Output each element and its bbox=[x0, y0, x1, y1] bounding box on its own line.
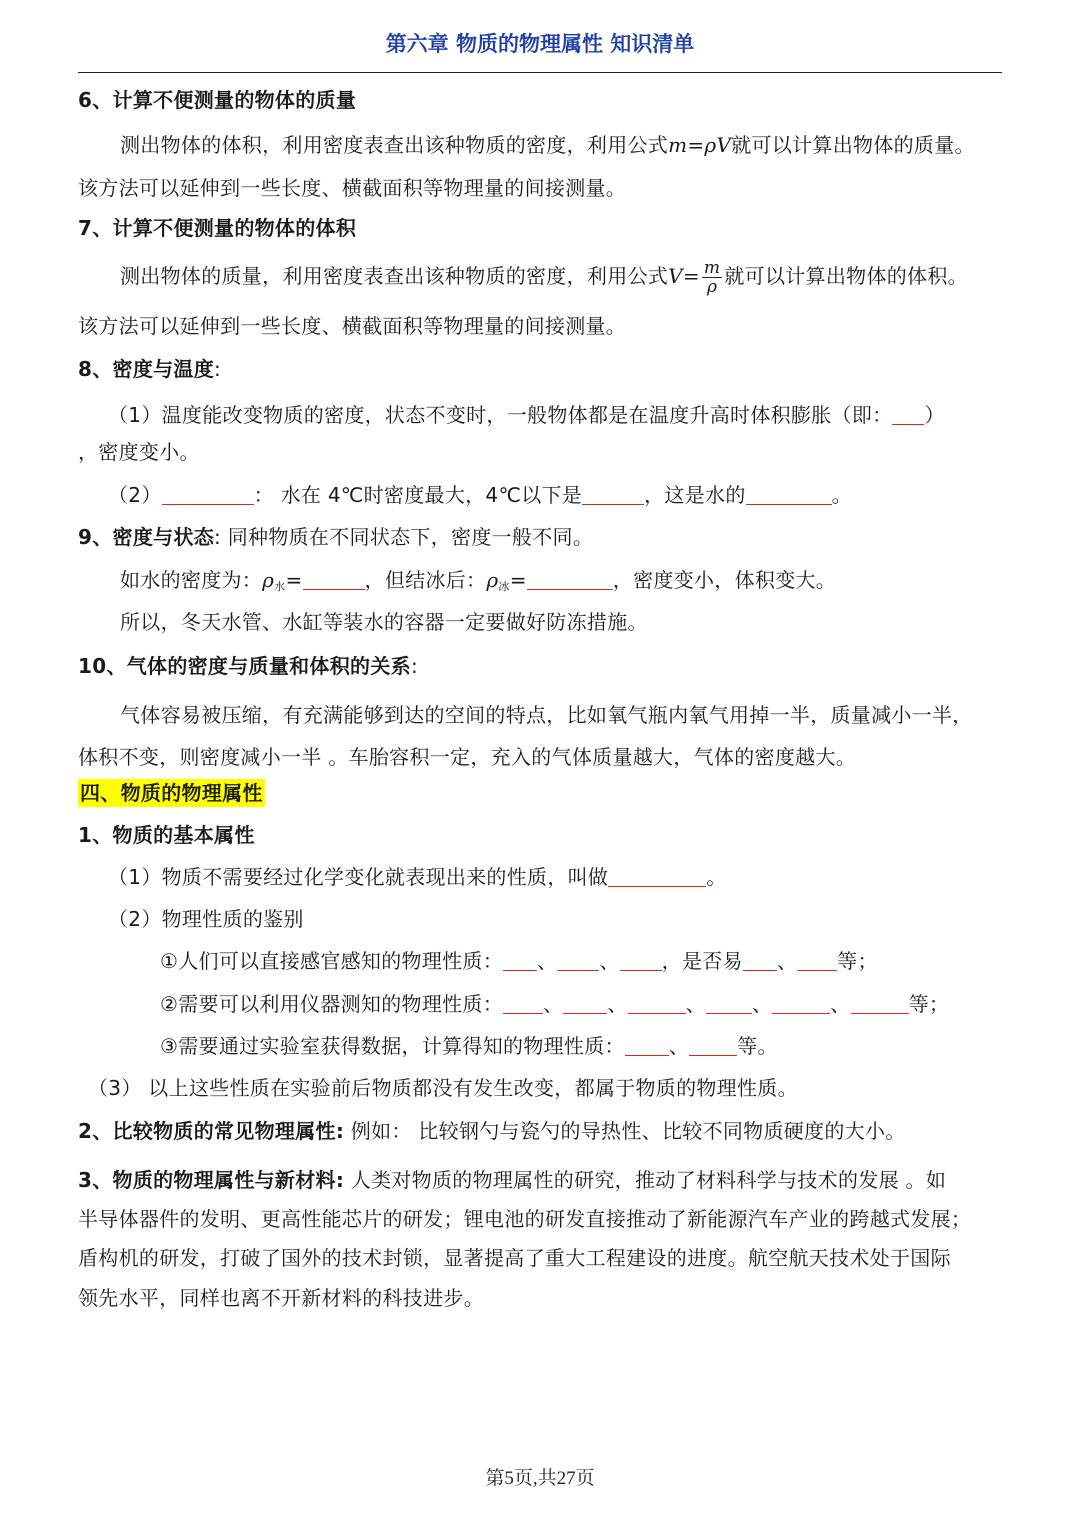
fill-blank[interactable] bbox=[503, 950, 537, 971]
section-6-paragraph-line1: 测出物体的体积，利用密度表查出该种物质的密度，利用公式m=ρV就可以计算出物体的质量。 bbox=[120, 133, 975, 157]
fill-blank[interactable] bbox=[851, 993, 909, 1014]
section-8-item-2: （2） ： 水在 4℃时密度最大，4℃以下是 ，这是水的 。 bbox=[108, 483, 852, 507]
section-8-heading: 8、密度与温度: bbox=[78, 357, 222, 381]
part-4-sub-1: 1、物质的基本属性 bbox=[78, 823, 255, 847]
section-9-heading: 9、密度与状态: 同种物质在不同状态下，密度一般不同。 bbox=[78, 525, 594, 549]
formula-mass: m=ρV bbox=[668, 133, 732, 157]
section-8-item-1-cont: ，密度变小。 bbox=[78, 440, 200, 464]
page-title: 第六章 物质的物理属性 知识清单 bbox=[385, 32, 695, 56]
fill-blank[interactable] bbox=[689, 1035, 737, 1056]
fill-blank[interactable] bbox=[303, 569, 365, 590]
section-7-paragraph-line1: 测出物体的质量，利用密度表查出该种物质的密度，利用公式V= $\frac{m}{\rho}$ 就可以计算出物体的体积。 bbox=[120, 258, 968, 297]
fill-blank[interactable] bbox=[797, 950, 837, 971]
section-10-heading: 10、气体的密度与质量和体积的关系: bbox=[78, 654, 418, 678]
fill-blank[interactable] bbox=[743, 950, 777, 971]
fill-blank[interactable] bbox=[746, 484, 832, 505]
part-4-sub-3-line2: 半导体器件的发明、更高性能芯片的研发；锂电池的研发直接推动了新能源汽车产业的跨越式发展； bbox=[78, 1207, 972, 1231]
part-4-circle-1: ①人们可以直接感官感知的物理性质： 、 、 ，是否易 、 等； bbox=[160, 949, 878, 973]
fill-blank[interactable] bbox=[625, 1035, 669, 1056]
section-7-paragraph-line2: 该方法可以延伸到一些长度、横截面积等物理量的间接测量。 bbox=[78, 314, 627, 338]
section-6-heading: 6、计算不便测量的物体的质量 bbox=[78, 88, 357, 112]
fill-blank[interactable] bbox=[563, 993, 607, 1014]
part-4-item-1: （1）物质不需要经过化学变化就表现出来的性质，叫做 。 bbox=[108, 865, 727, 889]
section-6-paragraph-line2: 该方法可以延伸到一些长度、横截面积等物理量的间接测量。 bbox=[78, 176, 627, 200]
fill-blank[interactable] bbox=[628, 993, 686, 1014]
part-4-sub-3-line4: 领先水平，同样也离不开新材料的科技进步。 bbox=[78, 1286, 484, 1310]
fill-blank[interactable] bbox=[892, 404, 924, 425]
fill-blank[interactable] bbox=[503, 993, 543, 1014]
section-8-item-1: （1）温度能改变物质的密度，状态不变时，一般物体都是在温度升高时体积膨胀（即： ） bbox=[108, 403, 945, 427]
header-divider bbox=[78, 72, 1002, 73]
fill-blank[interactable] bbox=[772, 993, 830, 1014]
section-7-heading: 7、计算不便测量的物体的体积 bbox=[78, 216, 357, 240]
part-4-sub-3: 3、物质的物理属性与新材料: 人类对物质的物理属性的研究，推动了材料科学与技术的发展 。如 bbox=[78, 1168, 947, 1192]
section-10-line1: 气体容易被压缩，有充满能够到达的空间的特点，比如氧气瓶内氧气用掉一半，质量减小一半， bbox=[120, 703, 973, 727]
fill-blank[interactable] bbox=[582, 484, 644, 505]
fill-blank[interactable] bbox=[608, 866, 706, 887]
section-9-line2: 所以，冬天水管、水缸等装水的容器一定要做好防冻措施。 bbox=[120, 610, 648, 634]
part-4-sub-2: 2、比较物质的常见物理属性: 例如： 比较钢勺与瓷勺的导热性、比较不同物质硬度的大小。 bbox=[78, 1119, 906, 1143]
fill-blank[interactable] bbox=[162, 484, 254, 505]
part-4-item-2: （2）物理性质的鉴别 bbox=[108, 907, 304, 931]
fill-blank[interactable] bbox=[527, 569, 613, 590]
fill-blank[interactable] bbox=[620, 950, 662, 971]
fill-blank[interactable] bbox=[706, 993, 752, 1014]
part-4-circle-3: ③需要通过实验室获得数据，计算得知的物理性质： 、 等。 bbox=[160, 1034, 778, 1058]
part-4-heading: 四、物质的物理属性 bbox=[80, 781, 263, 805]
page-number: 第5页,共27页 bbox=[485, 1468, 595, 1489]
formula-fraction: $\frac{m}{\rho}$ bbox=[703, 258, 721, 297]
section-9-line1: 如水的密度为：$\rho_水=$ ，但结冰后：$\rho_冰=$ ，密度变小，体积变大。 bbox=[120, 568, 837, 593]
part-4-item-3: （3） 以上这些性质在实验前后物质都没有发生改变，都属于物质的物理性质。 bbox=[88, 1076, 798, 1100]
part-4-circle-2: ②需要可以利用仪器测知的物理性质： 、 、 、 、 、 等； bbox=[160, 992, 950, 1016]
fill-blank[interactable] bbox=[557, 950, 599, 971]
part-4-sub-3-line3: 盾构机的研发，打破了国外的技术封锁，显著提高了重大工程建设的进度。航空航天技术处于国际 bbox=[78, 1246, 951, 1270]
section-10-line2: 体积不变，则密度减小一半 。车胎容积一定，充入的气体质量越大，气体的密度越大。 bbox=[78, 745, 857, 769]
